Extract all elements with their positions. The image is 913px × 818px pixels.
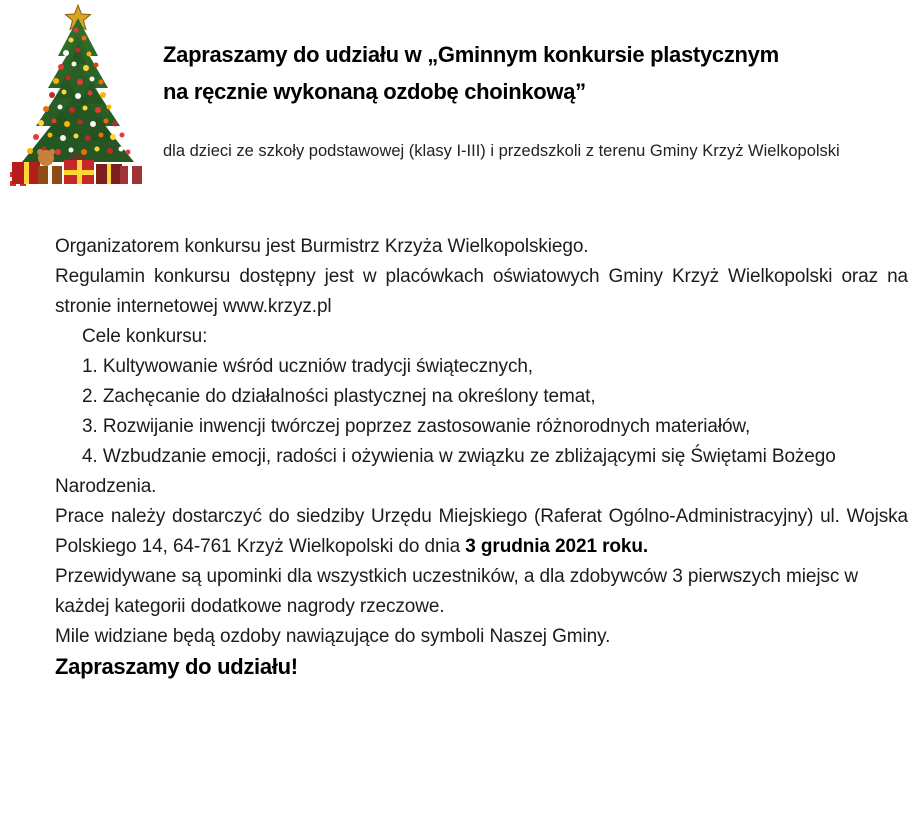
paragraph-prizes: Przewidywane są upominki dla wszystkich uczestników, a dla zdobywców 3 pierwszych miejsc w każdej kategorii dodatkowe nagrody rzeczowe. [55, 566, 859, 617]
closing-heading: Zapraszamy do udziału! [55, 654, 298, 679]
goals-heading: Cele konkursu: [82, 326, 208, 347]
delivery-text: Prace należy dostarczyć do siedziby Urzędu Miejskiego (Raferat Ogólno-Administracyjny) ul. Wojska Polskiego 14, 64-761 Krzyż Wielkopolski do dnia [55, 506, 908, 557]
paragraph-welcome-note: Mile widziane będą ozdoby nawiązujące do symboli Naszej Gminy. [55, 626, 611, 647]
title-line-1: Zapraszamy do udziału w „Gminnym konkursie plastycznym [163, 42, 779, 67]
header-text [163, 0, 913, 162]
document-title [163, 36, 897, 110]
document-header [0, 0, 913, 200]
goal-item-4: 4. Wzbudzanie emocji, radości i ożywienia w związku ze zbliżającymi się Świętami Bożego Narodzenia. [55, 446, 836, 497]
paragraph-organizer: Organizatorem konkursu jest Burmistrz Krzyża Wielkopolskiego. [55, 236, 589, 257]
deadline-date: 3 grudnia 2021 roku. [465, 536, 649, 557]
title-line-2: na ręcznie wykonaną ozdobę choinkową” [163, 79, 586, 104]
document-body [55, 232, 908, 682]
goal-item-3: 3. Rozwijanie inwencji twórczej poprzez zastosowanie różnorodnych materiałów, [82, 416, 751, 437]
regulations-text: Regulamin konkursu dostępny jest w placówkach oświatowych Gminy Krzyż Wielkopolski oraz na stronie internetowej [55, 266, 908, 317]
goal-item-2: 2. Zachęcanie do działalności plastycznej na określony temat, [82, 386, 596, 407]
document-subtitle: dla dzieci ze szkoły podstawowej (klasy I-III) i przedszkoli z terenu Gminy Krzyż Wielkopolski [163, 142, 840, 160]
christmas-tree-image [8, 4, 148, 186]
goal-item-1: 1. Kultywowanie wśród uczniów tradycji świątecznych, [82, 356, 533, 377]
website-url: www.krzyz.pl [222, 296, 332, 317]
paragraph-regulations [55, 262, 908, 322]
paragraph-delivery [55, 502, 908, 562]
